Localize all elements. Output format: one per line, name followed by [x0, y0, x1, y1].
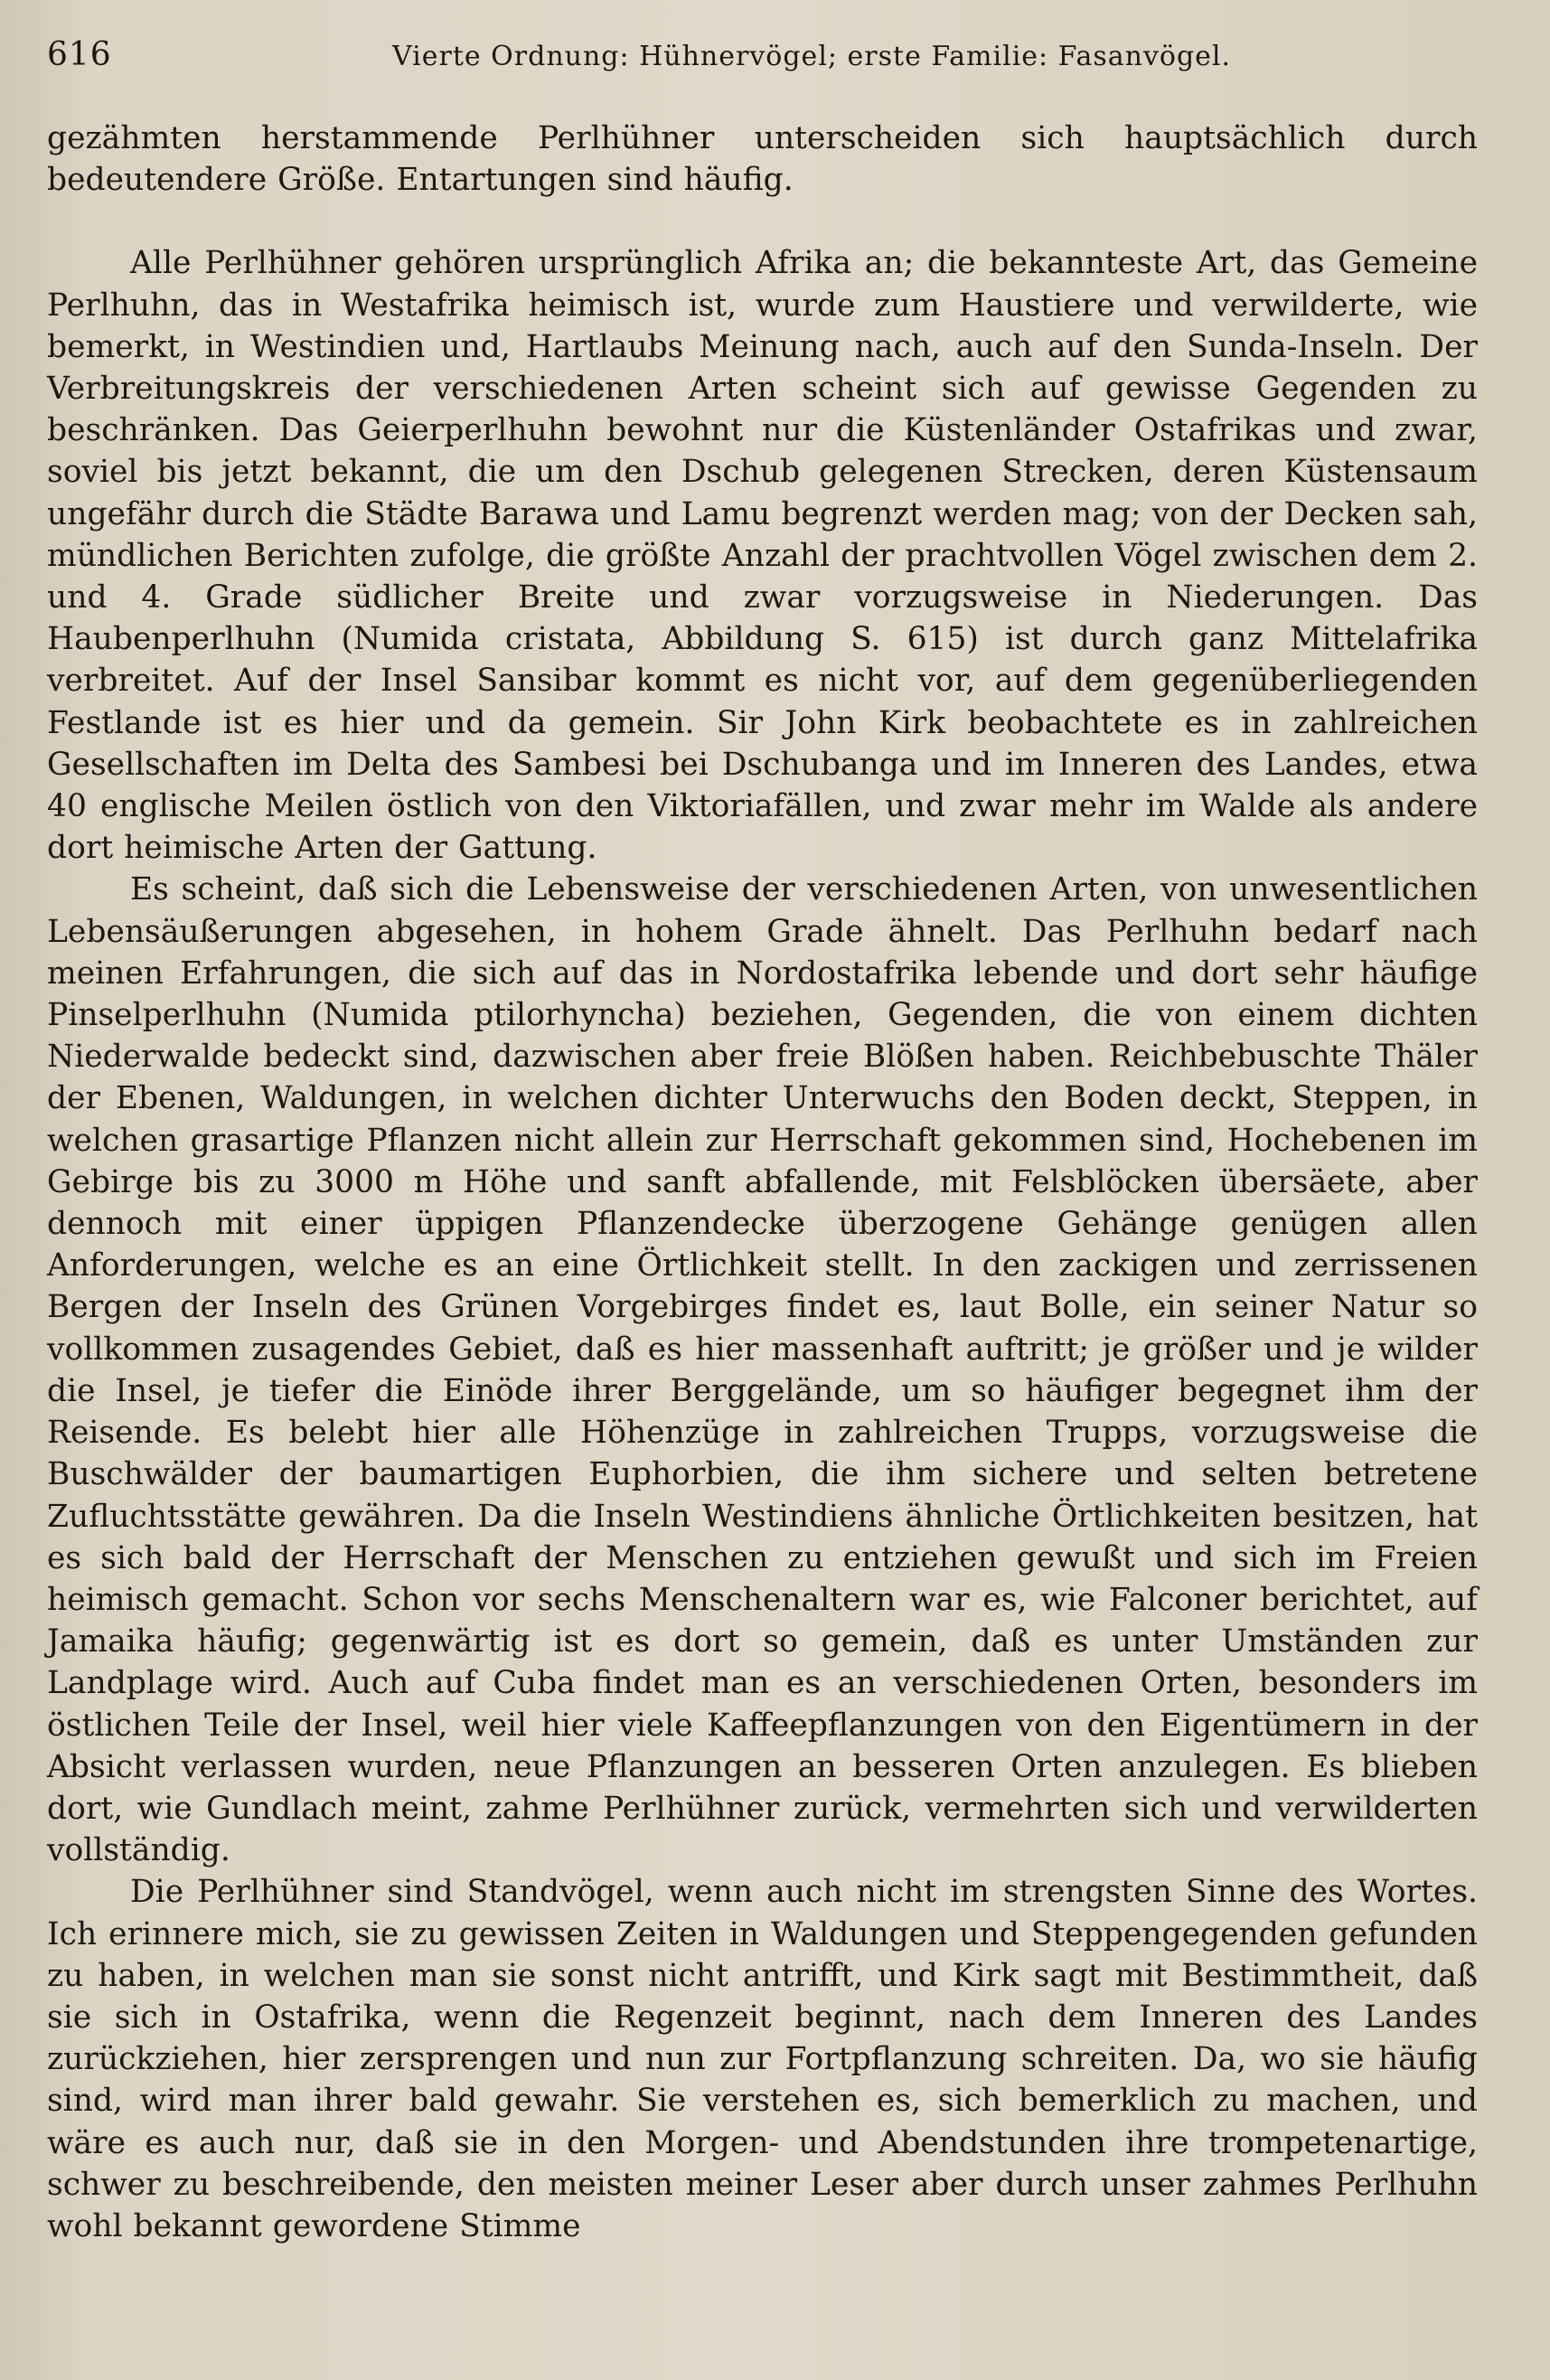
- paragraph: Alle Perlhühner gehören ursprünglich Afrika an; die bekannteste Art, das Gemeine Perlhuhn, das in Westafrika heimisch ist, wurde zum Haustiere und verwilderte, wie bemerkt, in Westindien und, Hartlaubs Meinung nach, auch auf den Sunda-Inseln. Der Verbreitungskreis der verschiedenen Arten scheint sich auf gewisse Gegenden zu beschränken. Das Geierperlhuhn bewohnt nur die Küstenländer Ostafrikas und zwar, soviel bis jetzt bekannt, die um den Dschub gelegenen Strecken, deren Küstensaum ungefähr durch die Städte Barawa und Lamu begrenzt werden mag; von der Decken sah, mündlichen Berichten zufolge, die größte Anzahl der prachtvollen Vögel zwischen dem 2. und 4. Grade südlicher Breite und zwar vorzugsweise in Niederungen. Das Haubenperlhuhn (Numida cristata, Abbildung S. 615) ist durch ganz Mittelafrika verbreitet. Auf der Insel Sansibar kommt es nicht vor, auf dem gegenüberliegenden Festlande ist es hier und da gemein. Sir John Kirk beobachtete es in zahlreichen Gesellschaften im Delta des Sambesi bei Dschubanga und im Inneren des Landes, etwa 40 englische Meilen östlich von den Viktoriafällen, und zwar mehr im Walde als andere dort heimische Arten der Gattung.: [47, 245, 1478, 867]
- page-number: 616: [47, 36, 112, 73]
- paragraph: Es scheint, daß sich die Lebensweise der verschiedenen Arten, von unwesentlichen Lebensäußerungen abgesehen, in hohem Grade ähnelt. Das Perlhuhn bedarf nach meinen Erfahrungen, die sich auf das in Nordostafrika lebende und dort sehr häufige Pinselperlhuhn (Numida ptilorhyncha) beziehen, Gegenden, die von einem dichten Niederwalde bedeckt sind, dazwischen aber freie Blößen haben. Reichbebuschte Thäler der Ebenen, Waldungen, in welchen dichter Unterwuchs den Boden deckt, Steppen, in welchen grasartige Pflanzen nicht allein zur Herrschaft gekommen sind, Hochebenen im Gebirge bis zu 3000 m Höhe und sanft abfallende, mit Felsblöcken übersäete, aber dennoch mit einer üppigen Pflanzendecke überzogene Gehänge genügen allen Anforderungen, welche es an eine Örtlichkeit stellt. In den zackigen und zerrissenen Bergen der Inseln des Grünen Vorgebirges findet es, laut Bolle, ein seiner Natur so vollkommen zusagendes Gebiet, daß es hier massenhaft auftritt; je größer und je wilder die Insel, je tiefer die Einöde ihrer Berggelände, um so häufiger begegnet ihm der Reisende. Es belebt hier alle Höhenzüge in zahlreichen Trupps, vorzugsweise die Buschwälder der baumartigen Euphorbien, die ihm sichere und selten betretene Zufluchtsstätte gewähren. Da die Inseln Westindiens ähnliche Örtlichkeiten besitzen, hat es sich bald der Herrschaft der Menschen zu entziehen gewußt und sich im Freien heimisch gemacht. Schon vor sechs Menschenaltern war es, wie Falconer berichtet, auf Jamaika häufig; gegenwärtig ist es dort so gemein, daß es unter Umständen zur Landplage wird. Auch auf Cuba findet man es an verschiedenen Orten, besonders im östlichen Teile der Insel, weil hier viele Kaffeepflanzungen von den Eigentümern in der Absicht verlassen wurden, neue Pflanzungen an besseren Orten anzulegen. Es blieben dort, wie Gundlach meint, zahme Perlhühner zurück, vermehrten sich und verwilderten vollständig.: [47, 871, 1478, 1869]
- body-text: [47, 118, 1478, 2247]
- paragraph-gap: [47, 201, 1478, 242]
- paragraph: gezähmten herstammende Perlhühner unterscheiden sich hauptsächlich durch bedeutendere Größe. Entartungen sind häufig.: [47, 120, 1478, 199]
- paragraph: Die Perlhühner sind Standvögel, wenn auch nicht im strengsten Sinne des Wortes. Ich erinnere mich, sie zu gewissen Zeiten in Waldungen und Steppengegenden gefunden zu haben, in welchen man sie sonst nicht antrifft, und Kirk sagt mit Bestimmtheit, daß sie sich in Ostafrika, wenn die Regenzeit beginnt, nach dem Inneren des Landes zurückziehen, hier zersprengen und nun zur Fortpflanzung schreiten. Da, wo sie häufig sind, wird man ihrer bald gewahr. Sie verstehen es, sich bemerklich zu machen, und wäre es auch nur, daß sie in den Morgen- und Abendstunden ihre trompetenartige, schwer zu beschreibende, den meisten meiner Leser aber durch unser zahmes Perlhuhn wohl bekannt gewordene Stimme: [47, 1874, 1478, 2244]
- page-header: [47, 36, 1478, 92]
- running-head: Vierte Ordnung: Hühnervögel; erste Familie: Fasanvögel.: [392, 41, 1232, 72]
